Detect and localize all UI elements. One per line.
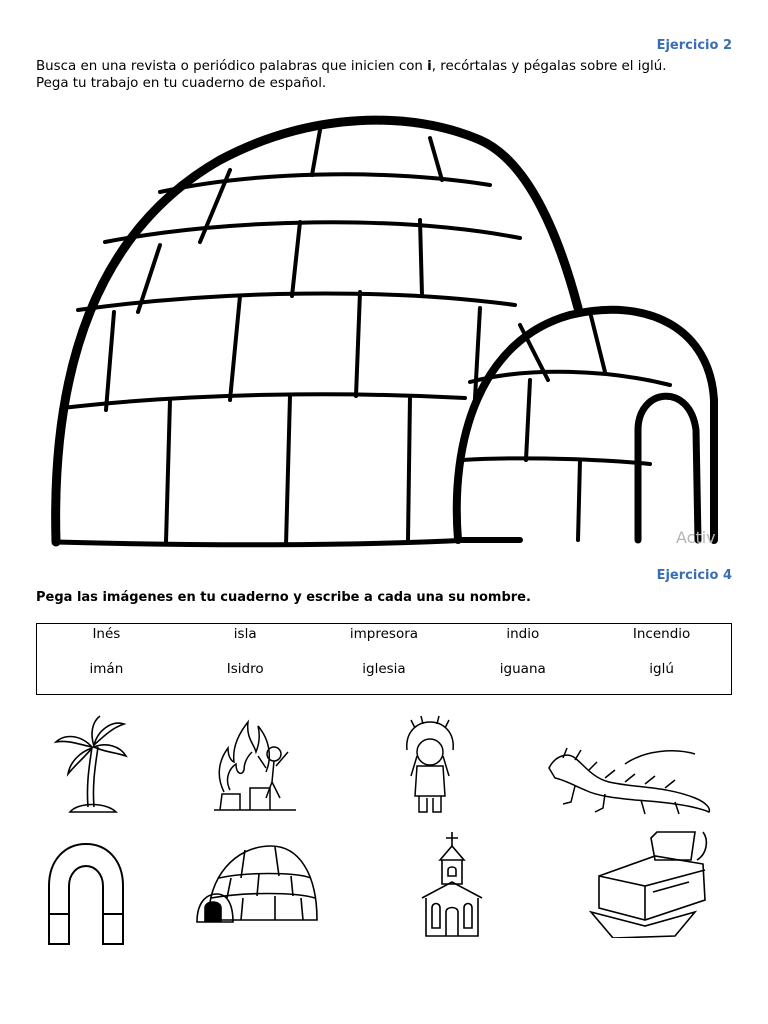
word: impresora xyxy=(349,626,419,642)
fire-icon xyxy=(210,712,300,817)
iguana-icon xyxy=(545,740,715,820)
word: iguana xyxy=(499,661,546,677)
word: imán xyxy=(89,661,124,677)
activation-watermark: Activ xyxy=(676,528,716,547)
word-bank-box xyxy=(36,623,732,695)
word: iglú xyxy=(649,661,674,677)
printer-icon xyxy=(585,830,715,938)
native-child-icon xyxy=(395,716,465,820)
instruction-letter: i xyxy=(427,59,432,74)
magnet-icon xyxy=(45,840,127,948)
word-row-1 xyxy=(37,626,731,642)
word: Incendio xyxy=(632,626,691,642)
exercise-4-instruction: Pega las imágenes en tu cuaderno y escribe a cada una su nombre. xyxy=(36,590,531,605)
word: isla xyxy=(233,626,257,642)
palm-tree-icon xyxy=(50,712,130,817)
igloo-icon xyxy=(195,838,325,926)
instruction-line-2: Pega tu trabajo en tu cuaderno de español. xyxy=(36,76,327,91)
word: indio xyxy=(506,626,540,642)
church-icon xyxy=(418,830,486,938)
exercise-4-title: Ejercicio 4 xyxy=(656,568,732,583)
word-row-2 xyxy=(37,661,731,677)
instruction-text-post: , recórtalas y pégalas sobre el iglú. xyxy=(431,59,667,74)
word: Inés xyxy=(92,626,121,642)
word: Isidro xyxy=(226,661,264,677)
exercise-2-title: Ejercicio 2 xyxy=(656,38,732,53)
instruction-text-pre: Busca en una revista o periódico palabras que inicien con xyxy=(36,59,428,74)
large-igloo-illustration xyxy=(50,100,722,550)
exercise-2-instruction xyxy=(36,58,732,92)
word: iglesia xyxy=(362,661,406,677)
